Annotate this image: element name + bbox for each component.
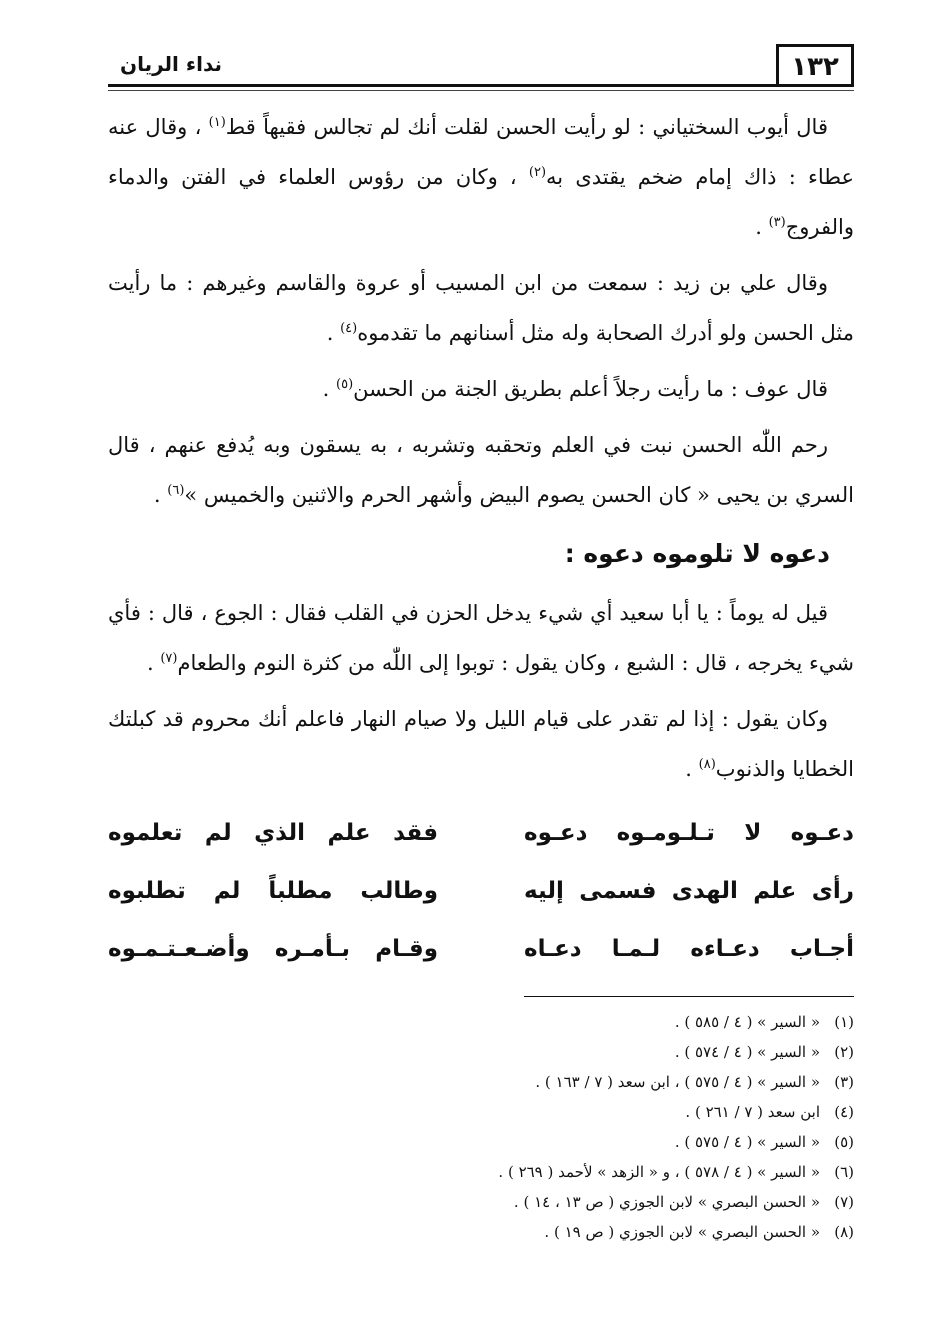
- header-rule: [108, 84, 854, 87]
- verse-first-hemistich: رأى علم الهدى فسمى إليه: [524, 878, 854, 904]
- footnote-ref: (٢): [528, 165, 547, 180]
- footnote-ref: (٨): [698, 757, 716, 772]
- footnote: (٣) « السير » ( ٤ / ٥٧٥ ) ، ابن سعد ( ٧ / ١٦٣ ) .: [535, 1073, 854, 1091]
- verse-second-hemistich: وطالب مطلباً لم تطلبوه: [108, 878, 438, 904]
- footnote: (٢) « السير » ( ٤ / ٥٧٤ ) .: [674, 1043, 854, 1061]
- verse-first-hemistich: دعـوه لا تـلـومـوه دعـوه: [524, 820, 854, 846]
- book-title: نداء الريان: [120, 52, 223, 76]
- paragraph: وكان يقول : إذا لم تقدر على قيام الليل ولا صيام النهار فاعلم أنك محروم قد كبلتك الخطايا والذنوب$^{(٨)}$ .: [108, 707, 854, 781]
- poem-verse: [108, 862, 854, 920]
- poem-verse: [108, 804, 854, 862]
- footnotes: [108, 1007, 854, 1247]
- footnote: (٧) « الحسن البصري » لابن الجوزي ( ص ١٣ ، ١٤ ) .: [513, 1193, 854, 1211]
- footnote: (٦) « السير » ( ٤ / ٥٧٨ ) ، و « الزهد » لأحمد ( ٢٦٩ ) .: [498, 1163, 854, 1181]
- footnote: (٨) « الحسن البصري » لابن الجوزي ( ص ١٩ ) .: [544, 1223, 854, 1241]
- footnote-separator: [524, 996, 854, 997]
- footnote-ref: (٧): [160, 651, 178, 666]
- footnote-ref: (٦): [167, 483, 185, 498]
- footnote-ref: (١): [208, 115, 226, 130]
- verse-second-hemistich: فقد علم الذي لم تعلموه: [108, 820, 438, 846]
- paragraph: قال عوف : ما رأيت رجلاً أعلم بطريق الجنة من الحسن$^{(٥)}$ .: [322, 377, 828, 401]
- paragraph: وقال علي بن زيد : سمعت من ابن المسيب أو عروة والقاسم وغيرهم : ما رأيت مثل الحسن ولو أدرك الصحابة وله مثل أسنانهم ما تقدموه$^{(٤)}$ .: [108, 271, 854, 345]
- footnote-ref: (٣): [768, 215, 786, 230]
- footnote: (٤) ابن سعد ( ٧ / ٢٦١ ) .: [685, 1103, 854, 1121]
- verse-second-hemistich: وقـام بـأمـره وأضـعـتـمـوه: [108, 936, 438, 962]
- poem-verse: [108, 920, 854, 978]
- verse-first-hemistich: أجـاب دعـاءه لـمـا دعـاه: [524, 936, 854, 962]
- section-heading: دعوه لا تلوموه دعوه :: [564, 539, 830, 568]
- paragraph: رحم اللّٰه الحسن نبت في العلم وتحقبه وتشربه ، به يسقون وبه يُدفع عنهم ، قال السري بن يحيى « كان الحسن يصوم البيض وأشهر الحرم والاثنين والخميس »$^{(٦)}$ .: [108, 433, 854, 507]
- book-page: [108, 38, 854, 1247]
- paragraph: قال أيوب السختياني : لو رأيت الحسن لقلت أنك لم تجالس فقيهاً قط$^{(١)}$ ، وقال عنه عطاء : ذاك إمام ضخم يقتدى به$^{(٢)}$ ، وكان من رؤوس العلماء في الفتن والدماء والفروج$^{(٣)}$ .: [108, 115, 854, 239]
- page-number: ١٣٢: [776, 44, 854, 87]
- page-header: [108, 38, 854, 94]
- footnote: (٥) « السير » ( ٤ / ٥٧٥ ) .: [674, 1133, 854, 1151]
- footnote-ref: (٤): [340, 321, 358, 336]
- main-text: [108, 102, 854, 794]
- poem: [108, 804, 854, 978]
- header-rule-thin: [108, 90, 854, 91]
- paragraph: قيل له يوماً : يا أبا سعيد أي شيء يدخل الحزن في القلب فقال : الجوع ، قال : فأي شيء يخرجه ، قال : الشبع ، وكان يقول : توبوا إلى اللّٰه من كثرة النوم والطعام$^{(٧)}$ .: [108, 601, 854, 675]
- footnote-ref: (٥): [336, 377, 354, 392]
- footnote: (١) « السير » ( ٤ / ٥٨٥ ) .: [674, 1013, 854, 1031]
